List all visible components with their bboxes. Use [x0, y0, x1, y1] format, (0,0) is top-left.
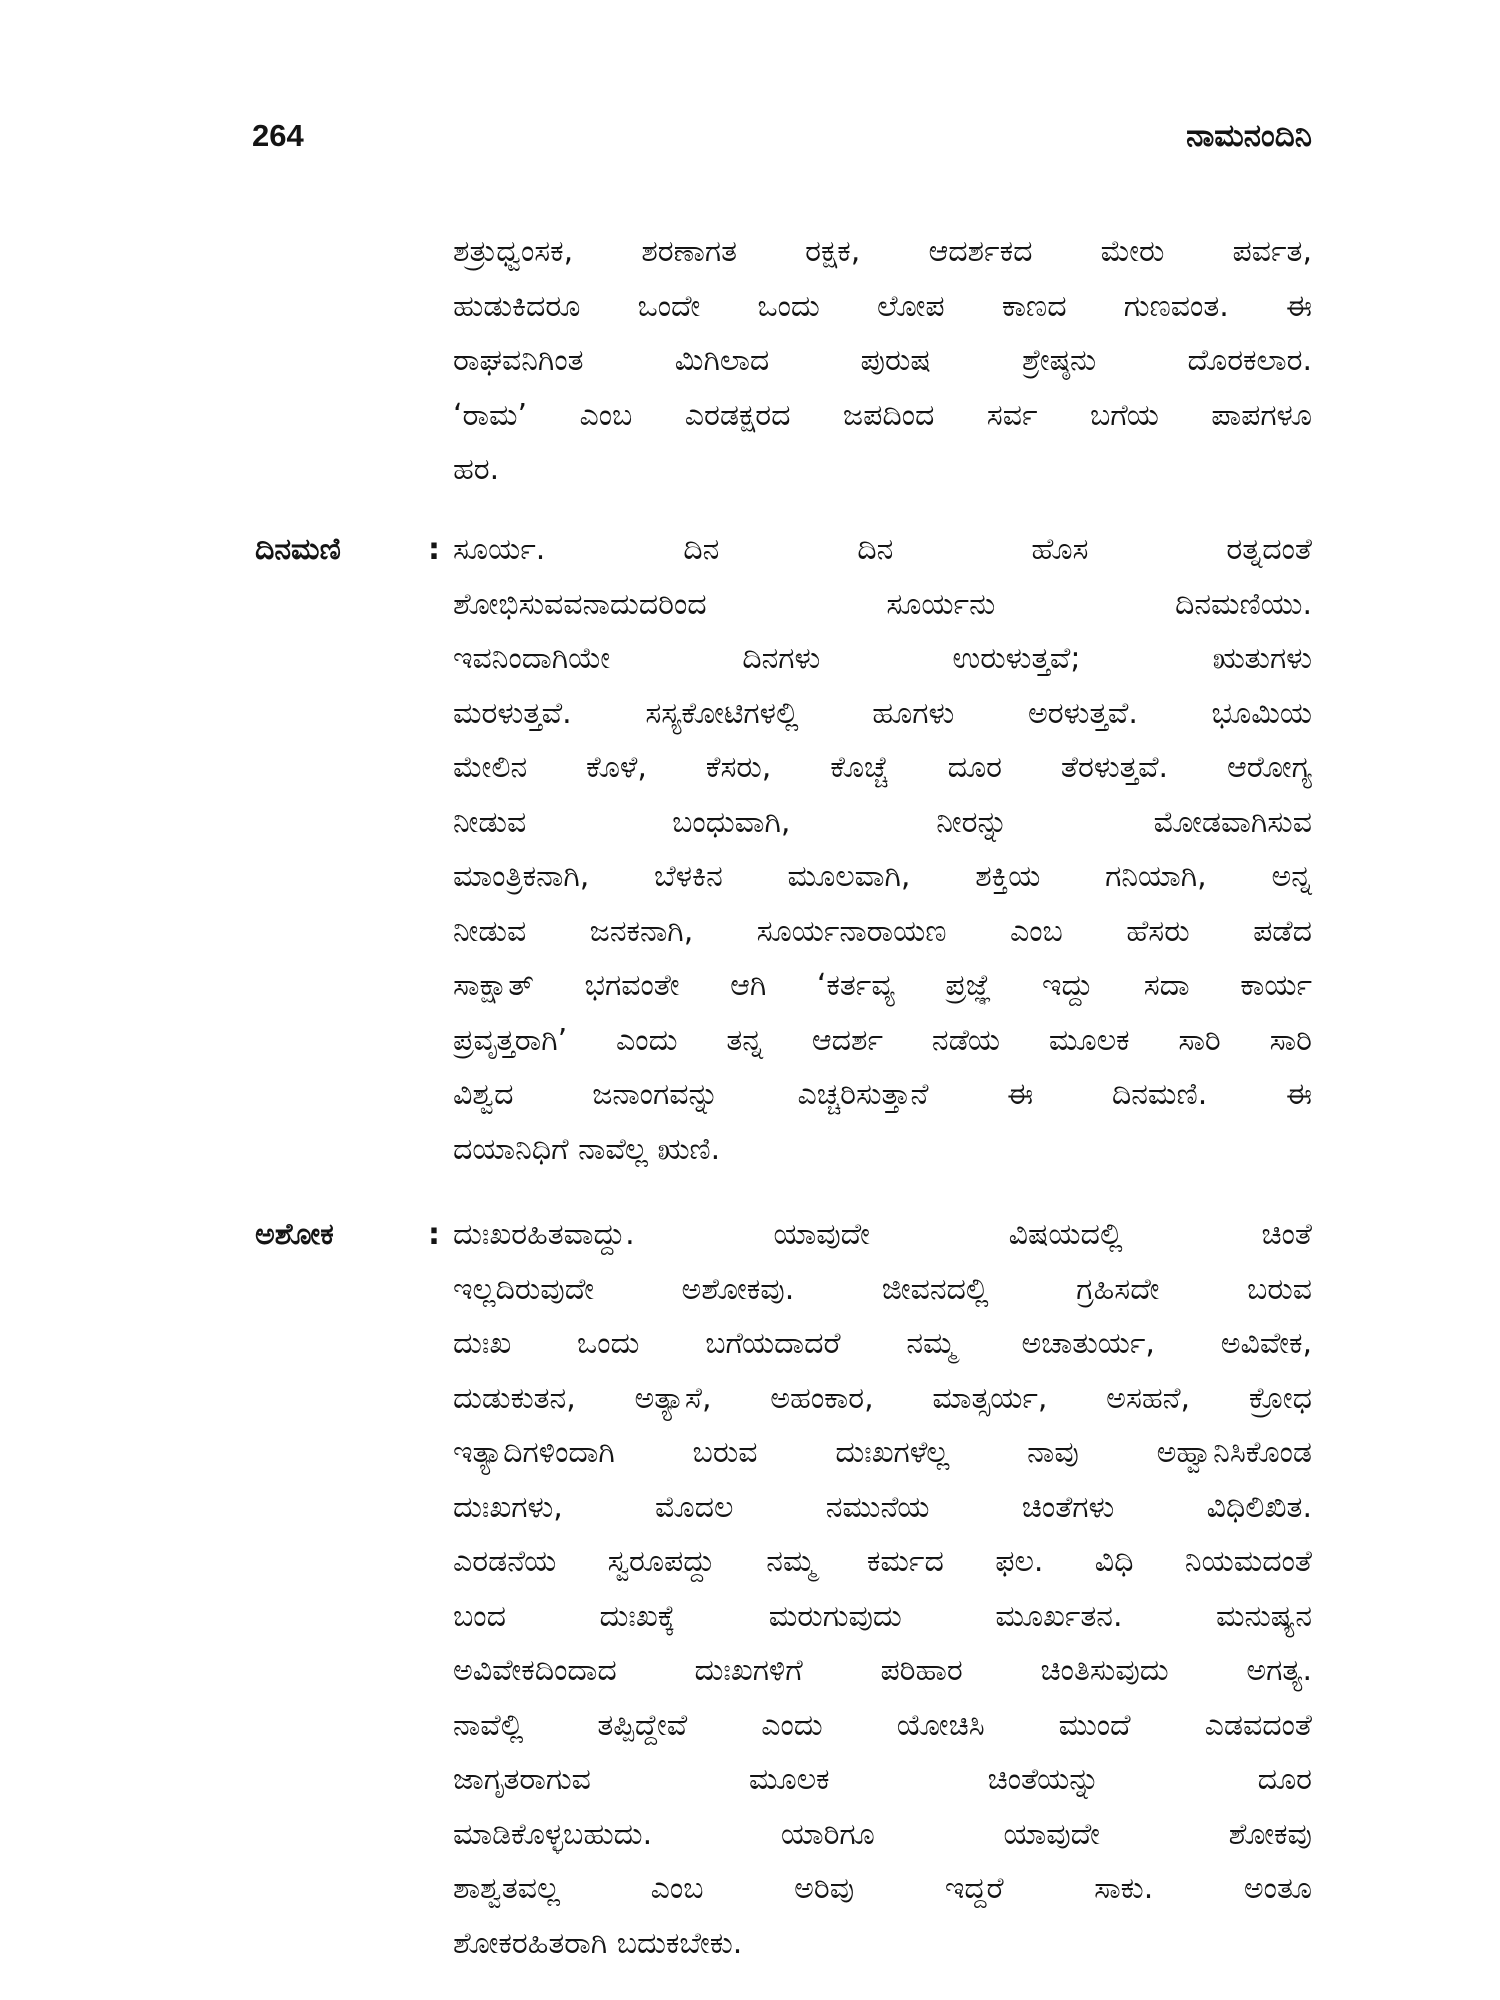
text-line: ಪ್ರವೃತ್ತರಾಗಿ’ ಎಂದು ತನ್ನ ಆದರ್ಶ ನಡೆಯ ಮೂಲಕ ಸಾರಿ ಸಾರಿ — [453, 1022, 1312, 1058]
colon-separator: : — [428, 532, 440, 567]
running-title: ನಾಮನಂದಿನಿ — [1186, 118, 1312, 154]
continuation-paragraph — [453, 225, 1312, 498]
text-line: ಶೋಕರಹಿತರಾಗಿ ಬದುಕಬೇಕು. — [453, 1925, 743, 1961]
text-line: ಶೋಭಿಸುವವನಾದುದರಿಂದ ಸೂರ್ಯನು ದಿನಮಣಿಯು. — [453, 586, 1312, 622]
text-line: ಮೇಲಿನ ಕೊಳೆ, ಕೆಸರು, ಕೊಚ್ಚೆ ದೂರ ತೆರಳುತ್ತವೆ. ಆರೋಗ್ಯ — [453, 750, 1312, 785]
colon-separator: : — [428, 1217, 440, 1252]
text-line: ದುಡುಕುತನ, ಅತ್ಯಾಸೆ, ಅಹಂಕಾರ, ಮಾತ್ಸರ್ಯ, ಅಸಹನೆ, ಕ್ರೋಧ — [453, 1380, 1312, 1416]
entry-definition — [453, 1208, 1312, 1971]
entry-definition — [453, 523, 1312, 1177]
text-line: ಇತ್ಯಾದಿಗಳಿಂದಾಗಿ ಬರುವ ದುಃಖಗಳೆಲ್ಲ ನಾವು ಅಹ್ವಾನಿಸಿಕೊಂಡ — [453, 1435, 1312, 1470]
text-line: ನೀಡುವ ಜನಕನಾಗಿ, ಸೂರ್ಯನಾರಾಯಣ ಎಂಬ ಹೆಸರು ಪಡೆದ — [453, 913, 1312, 949]
text-line: ದುಃಖಗಳು, ಮೊದಲ ನಮುನೆಯ ಚಿಂತೆಗಳು ವಿಧಿಲಿಖಿತ. — [453, 1489, 1312, 1525]
text-line: ವಿಶ್ವದ ಜನಾಂಗವನ್ನು ಎಚ್ಚರಿಸುತ್ತಾನೆ ಈ ದಿನಮಣಿ. ಈ — [453, 1077, 1312, 1112]
text-line: ದಯಾನಿಧಿಗೆ ನಾವೆಲ್ಲ ಋಣಿ. — [453, 1131, 721, 1167]
text-line: ಎರಡನೆಯ ಸ್ವರೂಪದ್ದು ನಮ್ಮ ಕರ್ಮದ ಫಲ. ವಿಧಿ ನಿಯಮದಂತೆ — [453, 1544, 1312, 1579]
text-line: ಜಾಗೃತರಾಗುವ ಮೂಲಕ ಚಿಂತೆಯನ್ನು ದೂರ — [453, 1762, 1312, 1797]
text-line: ಮಾಂತ್ರಿಕನಾಗಿ, ಬೆಳಕಿನ ಮೂಲವಾಗಿ, ಶಕ್ತಿಯ ಗನಿಯಾಗಿ, ಅನ್ನ — [453, 859, 1312, 894]
text-line: ಇವನಿಂದಾಗಿಯೇ ದಿನಗಳು ಉರುಳುತ್ತವೆ; ಋತುಗಳು — [453, 641, 1312, 676]
entry-term: ದಿನಮಣಿ — [255, 532, 341, 567]
text-line: ‘ರಾಮ’ ಎಂಬ ಎರಡಕ್ಷರದ ಜಪದಿಂದ ಸರ್ವ ಬಗೆಯ ಪಾಪಗಳೂ — [453, 397, 1312, 433]
text-line: ದುಃಖ ಒಂದು ಬಗೆಯದಾದರೆ ನಮ್ಮ ಅಚಾತುರ್ಯ, ಅವಿವೇಕ, — [453, 1326, 1312, 1361]
text-line: ಮರಳುತ್ತವೆ. ಸಸ್ಯಕೋಟಿಗಳಲ್ಲಿ ಹೂಗಳು ಅರಳುತ್ತವೆ. ಭೂಮಿಯ — [453, 695, 1312, 731]
text-line: ಸಾಕ್ಷಾತ್ ಭಗವಂತೇ ಆಗಿ ‘ಕರ್ತವ್ಯ ಪ್ರಜ್ಞೆ ಇದ್ದು ಸದಾ ಕಾರ್ಯ — [453, 968, 1312, 1003]
text-line: ಹರ. — [453, 452, 500, 487]
page-number: 264 — [252, 118, 304, 153]
text-line: ಮಾಡಿಕೊಳ್ಳಬಹುದು. ಯಾರಿಗೂ ಯಾವುದೇ ಶೋಕವು — [453, 1816, 1312, 1852]
text-line: ಇಲ್ಲದಿರುವುದೇ ಅಶೋಕವು. ಜೀವನದಲ್ಲಿ ಗ್ರಹಿಸದೇ ಬರುವ — [453, 1271, 1312, 1307]
text-line: ಶತ್ರುಧ್ವಂಸಕ, ಶರಣಾಗತ ರಕ್ಷಕ, ಆದರ್ಶಕದ ಮೇರು ಪರ್ವತ, — [453, 234, 1312, 269]
text-line: ಹುಡುಕಿದರೂ ಒಂದೇ ಒಂದು ಲೋಪ ಕಾಣದ ಗುಣವಂತ. ಈ — [453, 288, 1312, 324]
text-line: ನೀಡುವ ಬಂಧುವಾಗಿ, ನೀರನ್ನು ಮೋಡವಾಗಿಸುವ — [453, 804, 1312, 840]
text-line: ರಾಘವನಿಗಿಂತ ಮಿಗಿಲಾದ ಪುರುಷ ಶ್ರೇಷ್ಠನು ದೊರಕಲಾರ. — [453, 343, 1312, 378]
text-line: ಶಾಶ್ವತವಲ್ಲ ಎಂಬ ಅರಿವು ಇದ್ದರೆ ಸಾಕು. ಅಂತೂ — [453, 1871, 1312, 1906]
text-line: ದುಃಖರಹಿತವಾದ್ದು. ಯಾವುದೇ ವಿಷಯದಲ್ಲಿ ಚಿಂತೆ — [453, 1217, 1312, 1252]
text-line: ನಾವೆಲ್ಲಿ ತಪ್ಪಿದ್ದೇವೆ ಎಂದು ಯೋಚಿಸಿ ಮುಂದೆ ಎಡವದಂತೆ — [453, 1707, 1312, 1743]
text-line: ಬಂದ ದುಃಖಕ್ಕೆ ಮರುಗುವುದು ಮೂರ್ಖತನ. ಮನುಷ್ಯನ — [453, 1598, 1312, 1634]
entry-term: ಅಶೋಕ — [255, 1217, 334, 1252]
text-line: ಸೂರ್ಯ. ದಿನ ದಿನ ಹೊಸ ರತ್ನದಂತೆ — [453, 532, 1312, 567]
text-line: ಅವಿವೇಕದಿಂದಾದ ದುಃಖಗಳಿಗೆ ಪರಿಹಾರ ಚಿಂತಿಸುವುದು ಅಗತ್ಯ. — [453, 1653, 1312, 1688]
